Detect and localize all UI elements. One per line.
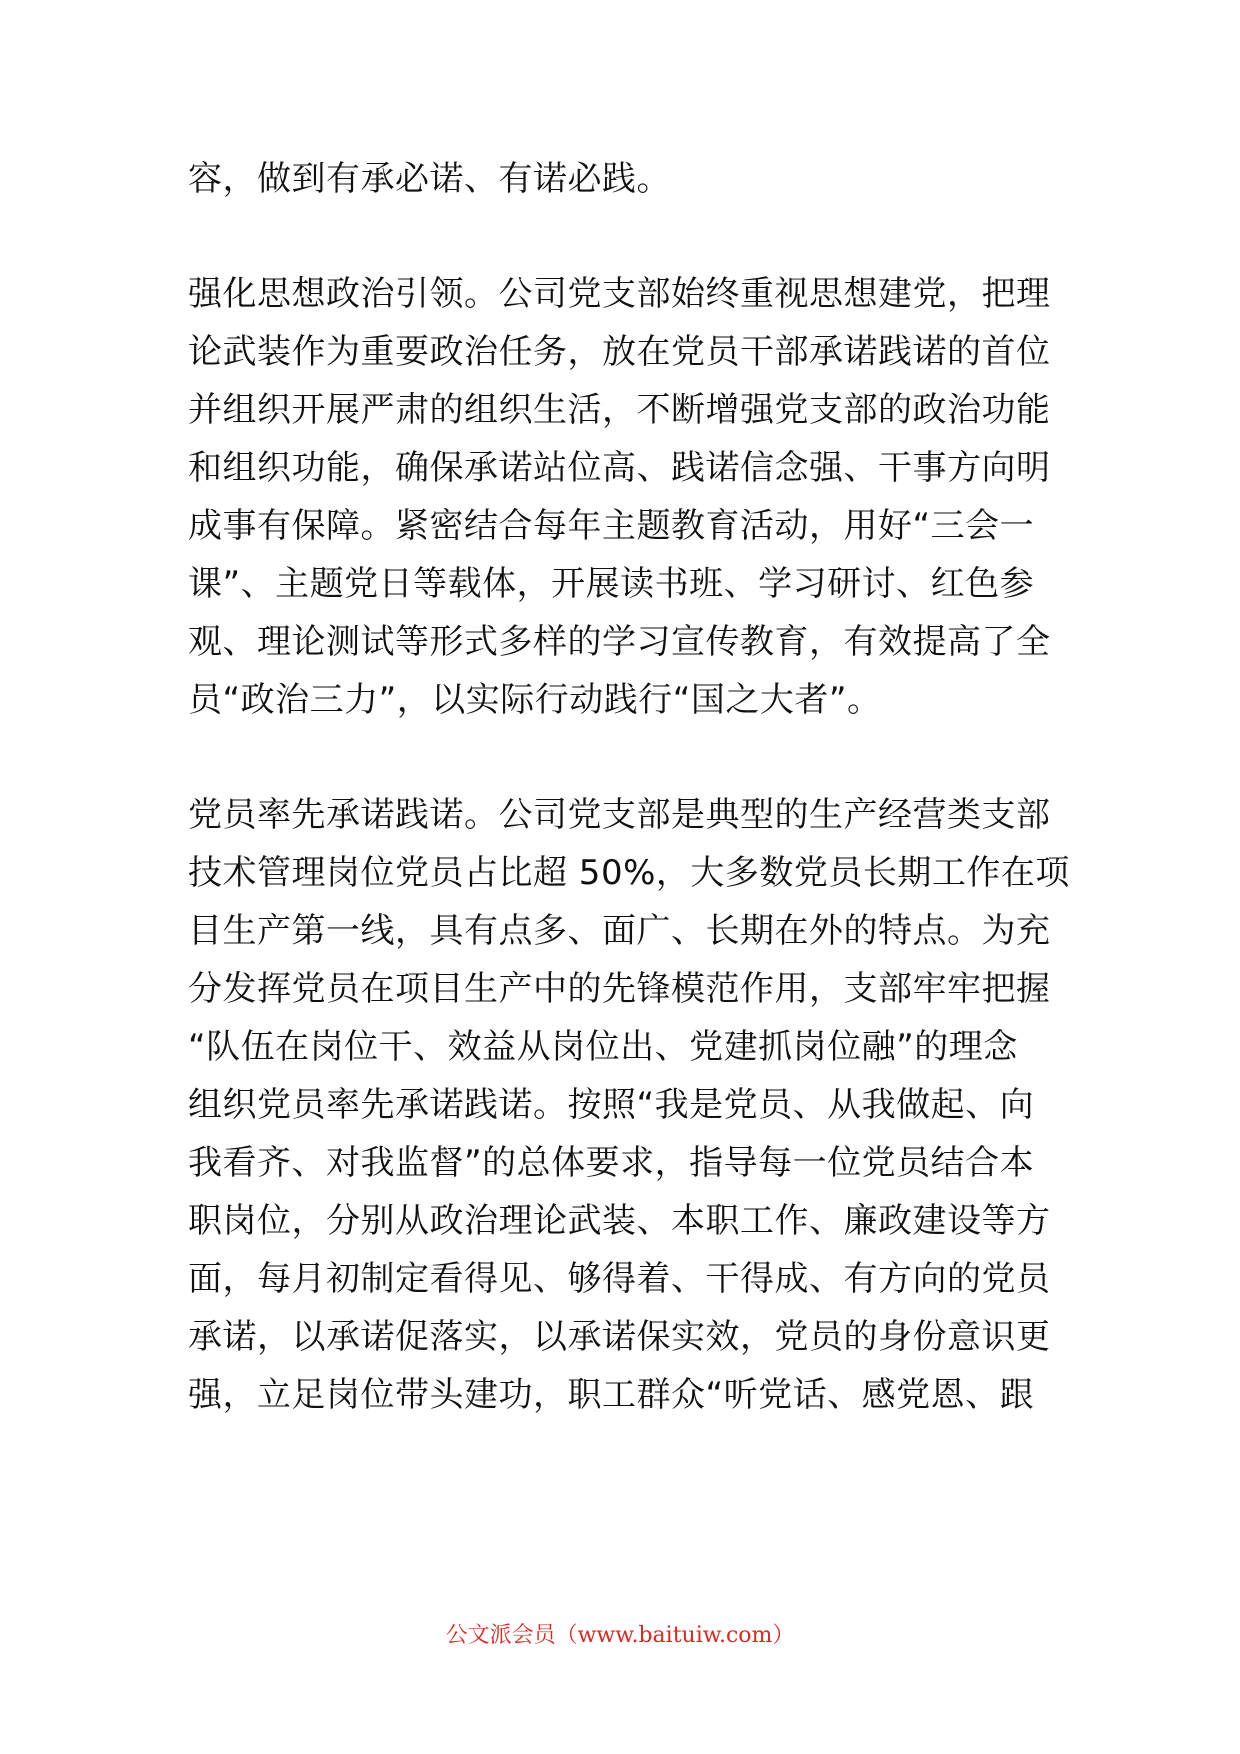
- paragraph-2-line-8: 员“政治三力”，以实际行动践行“国之大者”。: [188, 680, 882, 720]
- footer-watermark-link[interactable]: 公文派会员（www.baituiw.com）: [445, 1623, 795, 1648]
- paragraph-3-line-5: “队伍在岗位干、效益从岗位出、党建抓岗位融”的理念: [188, 1027, 1018, 1067]
- paragraph-2-line-7: 观、理论测试等形式多样的学习宣传教育，有效提高了全: [188, 622, 1051, 662]
- paragraph-2-line-6: 课”、主题党日等载体，开展读书班、学习研讨、红色参: [188, 564, 1035, 604]
- paragraph-3-line-8: 职岗位，分别从政治理论武装、本职工作、廉政建设等方: [188, 1201, 1051, 1241]
- paragraph-2-line-2: 论武装作为重要政治任务，放在党员干部承诺践诺的首位: [188, 332, 1051, 372]
- paragraph-3-line-11: 强，立足岗位带头建功，职工群众“听党话、感党恩、跟: [188, 1375, 1035, 1415]
- paragraph-3-line-3: 目生产第一线，具有点多、面广、长期在外的特点。为充: [188, 911, 1051, 951]
- paragraph-2-line-1: 强化思想政治引领。公司党支部始终重视思想建党，把理: [188, 274, 1051, 314]
- paragraph-3-line-7: 我看齐、对我监督”的总体要求，指导每一位党员结合本: [188, 1143, 1035, 1183]
- paragraph-3-line-6: 组织党员率先承诺践诺。按照“我是党员、从我做起、向: [188, 1085, 1035, 1125]
- paragraph-3-line-9: 面，每月初制定看得见、够得着、干得成、有方向的党员: [188, 1259, 1051, 1299]
- paragraph-3-line-1: 党员率先承诺践诺。公司党支部是典型的生产经营类支部: [188, 795, 1051, 835]
- paragraph-2-line-4: 和组织功能，确保承诺站位高、践诺信念强、干事方向明: [188, 448, 1051, 488]
- paragraph-1-line-1: 容，做到有承必诺、有诺必践。: [188, 159, 671, 199]
- paragraph-2-line-3: 并组织开展严肃的组织生活，不断增强党支部的政治功能: [188, 390, 1051, 430]
- paragraph-3-line-4: 分发挥党员在项目生产中的先锋模范作用，支部牢牢把握: [188, 969, 1051, 1009]
- paragraph-3-line-10: 承诺，以承诺促落实，以承诺保实效，党员的身份意识更: [188, 1317, 1051, 1357]
- paragraph-3-line-2: 技术管理岗位党员占比超 50%，大多数党员长期工作在项: [188, 853, 1070, 893]
- paragraph-2-line-5: 成事有保障。紧密结合每年主题教育活动，用好“三会一: [188, 506, 1035, 546]
